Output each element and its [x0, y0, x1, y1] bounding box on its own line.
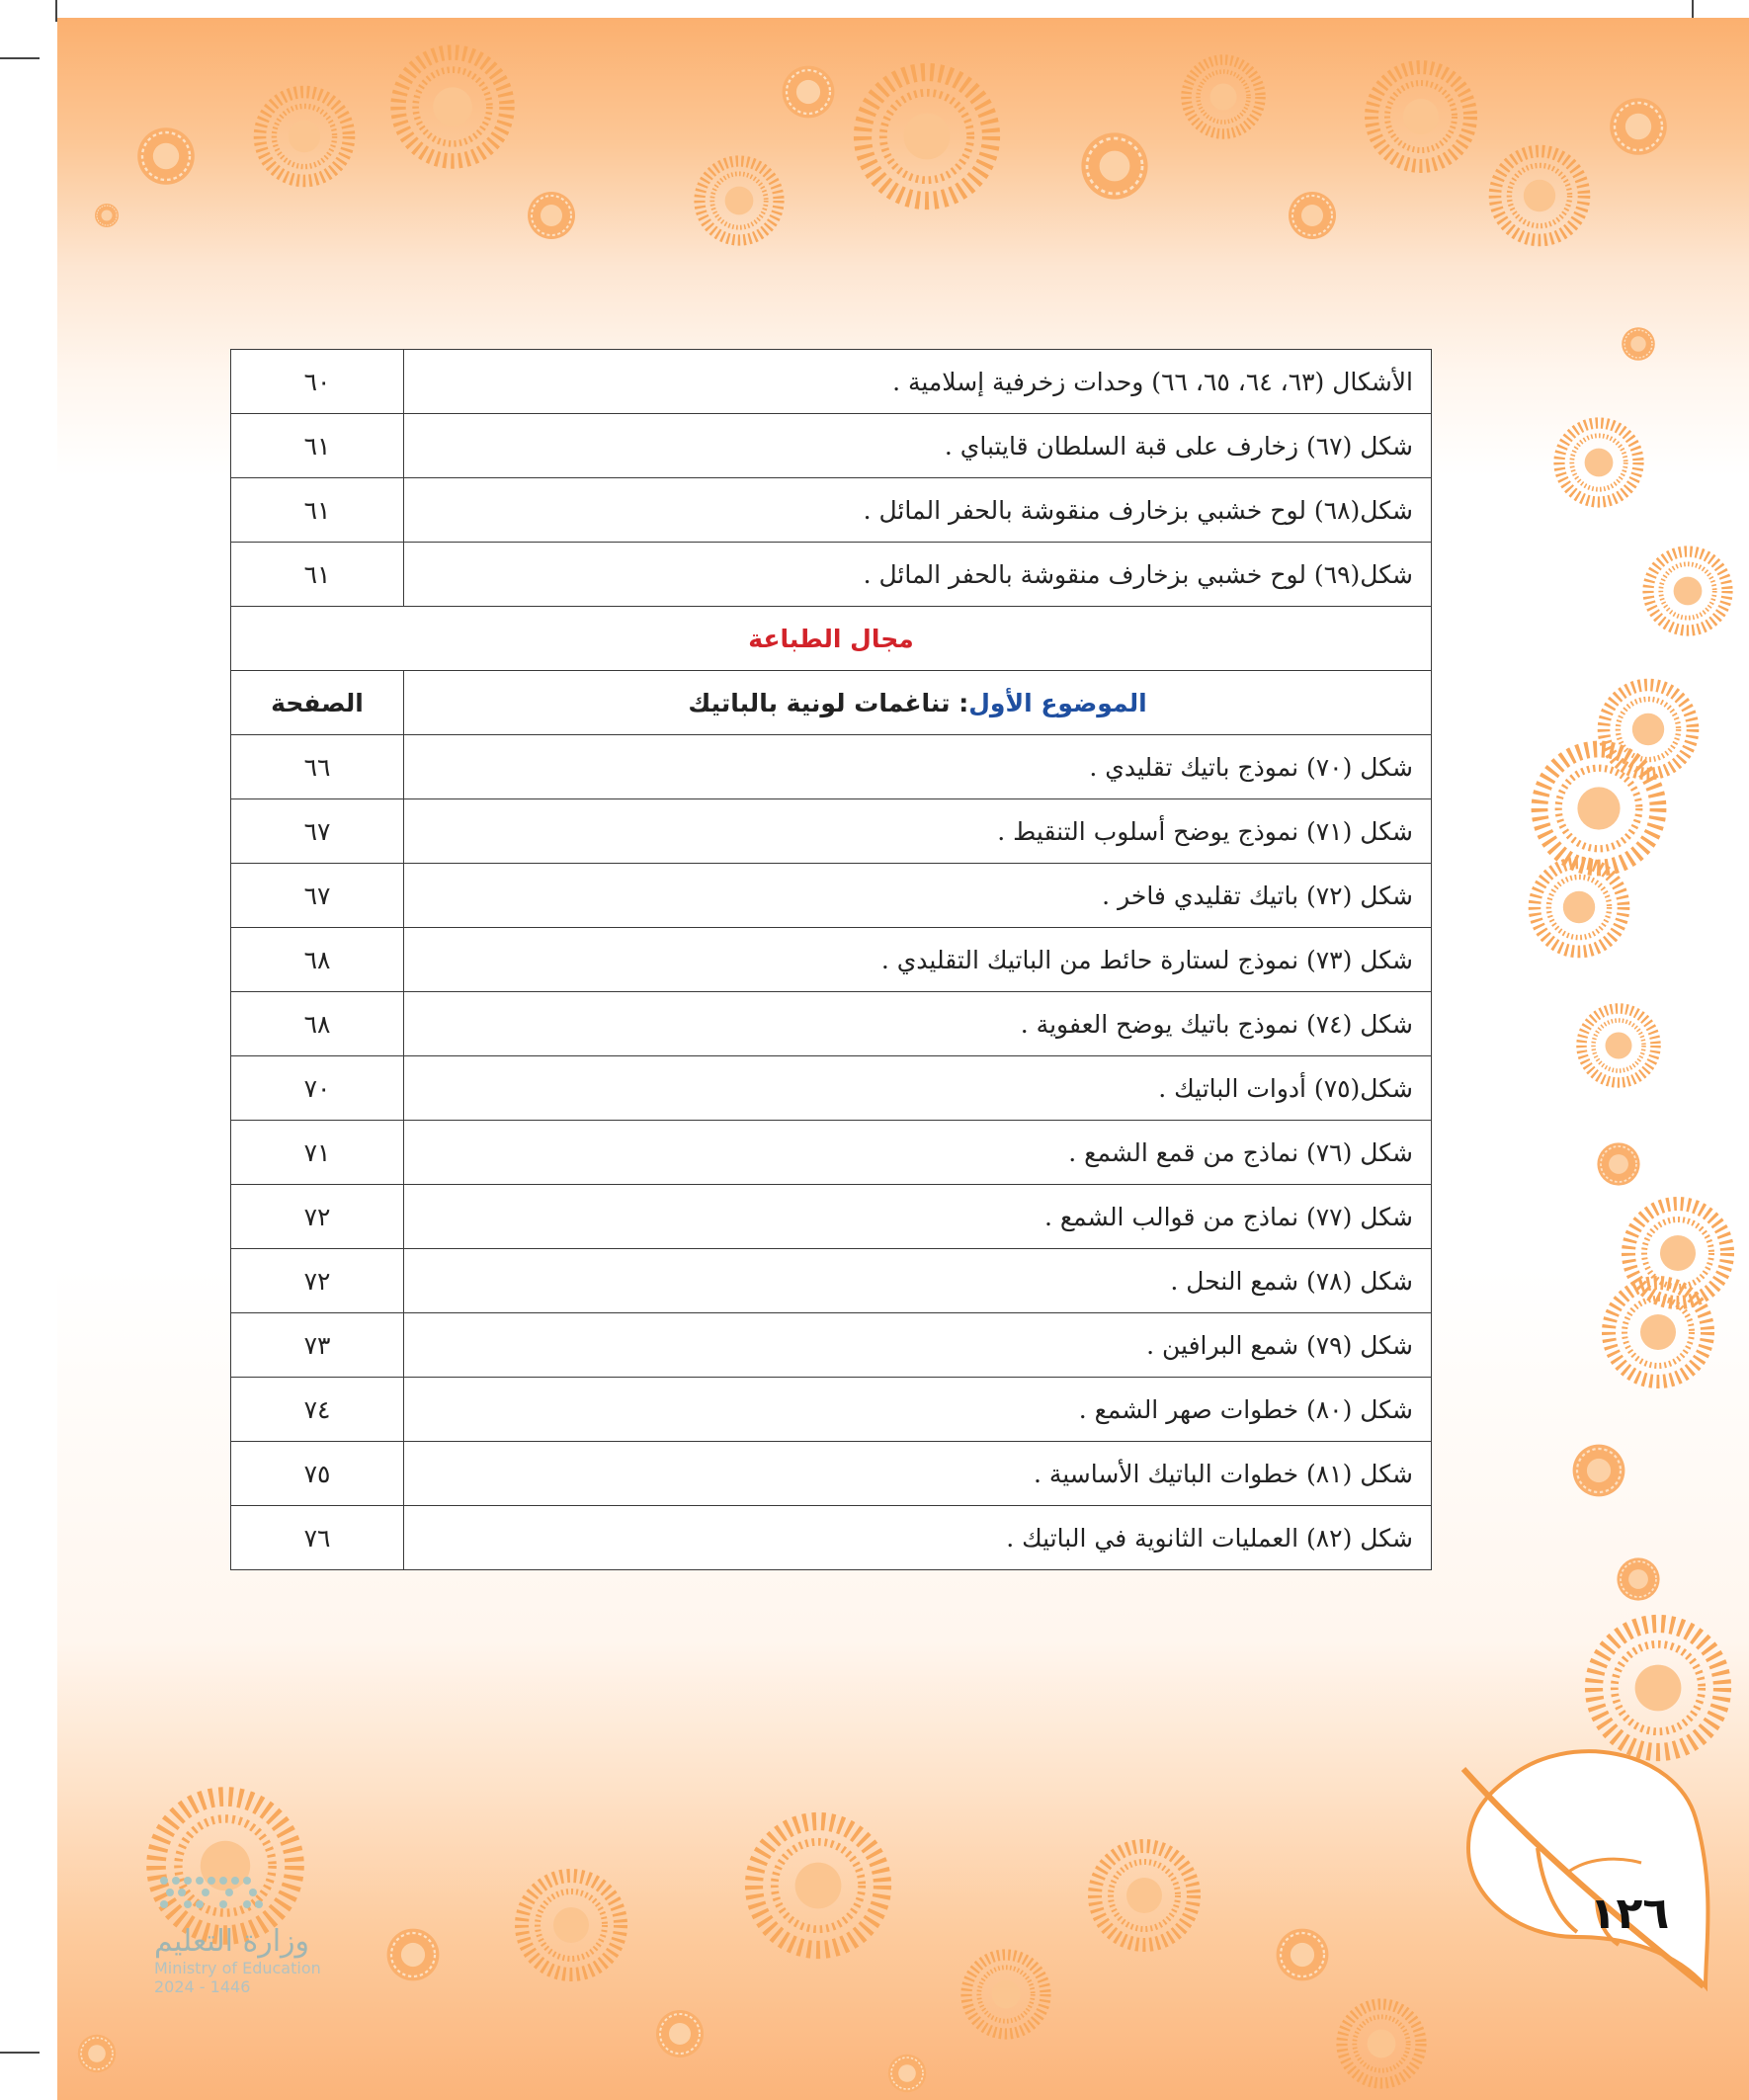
topic-separator: : — [950, 688, 969, 717]
table-row — [231, 1056, 1432, 1121]
edition-year: 2024 - 1446 — [154, 1977, 251, 1996]
table-row — [231, 350, 1432, 414]
figure-description: شكل (٧٣) نموذج لستارة حائط من الباتيك التقليدي . — [404, 928, 1432, 992]
ministry-name-arabic: وزارة التعليم — [154, 1924, 310, 1959]
figure-description: شكل (٧١) نموذج يوضح أسلوب التنقيط . — [404, 799, 1432, 864]
figure-description: شكل (٨٠) خطوات صهر الشمع . — [404, 1378, 1432, 1442]
figure-description: شكل (٧٠) نموذج باتيك تقليدي . — [404, 735, 1432, 799]
table-row — [231, 1249, 1432, 1313]
page-reference: ٧٠ — [231, 1056, 404, 1121]
table-row — [231, 478, 1432, 543]
page-reference: ٧٢ — [231, 1185, 404, 1249]
section-row — [231, 607, 1432, 671]
page-reference: ٧١ — [231, 1121, 404, 1185]
page-reference: ٦٨ — [231, 928, 404, 992]
page-reference: ٧٣ — [231, 1313, 404, 1378]
figure-description: شكل (٧٩) شمع البرافين . — [404, 1313, 1432, 1378]
figure-description: شكل (٨١) خطوات الباتيك الأساسية . — [404, 1442, 1432, 1506]
figure-description: شكل (٧٧) نماذج من قوالب الشمع . — [404, 1185, 1432, 1249]
topic-title: تناغمات لونية بالباتيك — [688, 688, 951, 717]
page-reference: ٧٦ — [231, 1506, 404, 1570]
ministry-logo-icon — [154, 1871, 273, 1920]
section-title: مجال الطباعة — [231, 607, 1432, 671]
page-number: ١٢٦ — [1589, 1889, 1670, 1939]
table-row — [231, 928, 1432, 992]
figure-description: شكل (٧٦) نماذج من قمع الشمع . — [404, 1121, 1432, 1185]
figure-description: شكل(٧٥) أدوات الباتيك . — [404, 1056, 1432, 1121]
figure-description: شكل (٧٨) شمع النحل . — [404, 1249, 1432, 1313]
page-reference: ٦١ — [231, 478, 404, 543]
page-reference: ٦٠ — [231, 350, 404, 414]
table-row — [231, 992, 1432, 1056]
page-reference: ٦٦ — [231, 735, 404, 799]
figure-description: شكل(٦٩) لوح خشبي بزخارف منقوشة بالحفر المائل . — [404, 543, 1432, 607]
page-reference: ٦٨ — [231, 992, 404, 1056]
table-row — [231, 799, 1432, 864]
table-row — [231, 1313, 1432, 1378]
page-reference: ٧٥ — [231, 1442, 404, 1506]
topic-header-row — [231, 671, 1432, 735]
figure-description: الأشكال (٦٣، ٦٤، ٦٥، ٦٦) وحدات زخرفية إسلامية . — [404, 350, 1432, 414]
figures-index-table — [230, 349, 1432, 1570]
table-row — [231, 1378, 1432, 1442]
table-row — [231, 864, 1432, 928]
topic-heading — [404, 671, 1432, 735]
page-reference: ٦١ — [231, 414, 404, 478]
table-row — [231, 1185, 1432, 1249]
page-reference: ٦٧ — [231, 864, 404, 928]
ministry-logo — [154, 1871, 411, 1996]
ministry-name-english: Ministry of Education — [154, 1959, 321, 1977]
topic-label: الموضوع الأول — [968, 688, 1147, 717]
crop-mark — [0, 2052, 40, 2054]
table-row — [231, 735, 1432, 799]
page-reference: ٧٢ — [231, 1249, 404, 1313]
page-reference: ٦٧ — [231, 799, 404, 864]
table-row — [231, 1442, 1432, 1506]
page-reference: ٧٤ — [231, 1378, 404, 1442]
table-row — [231, 543, 1432, 607]
leaf-icon — [1449, 1739, 1725, 1996]
figure-description: شكل(٦٨) لوح خشبي بزخارف منقوشة بالحفر المائل . — [404, 478, 1432, 543]
figure-description: شكل (٧٤) نموذج باتيك يوضح العفوية . — [404, 992, 1432, 1056]
page-reference: ٦١ — [231, 543, 404, 607]
figure-description: شكل (٦٧) زخارف على قبة السلطان قايتباي . — [404, 414, 1432, 478]
figure-description: شكل (٨٢) العمليات الثانوية في الباتيك . — [404, 1506, 1432, 1570]
table-row — [231, 1506, 1432, 1570]
table-row — [231, 414, 1432, 478]
table-row — [231, 1121, 1432, 1185]
figure-description: شكل (٧٢) باتيك تقليدي فاخر . — [404, 864, 1432, 928]
page-column-header: الصفحة — [231, 671, 404, 735]
crop-mark — [0, 57, 40, 59]
